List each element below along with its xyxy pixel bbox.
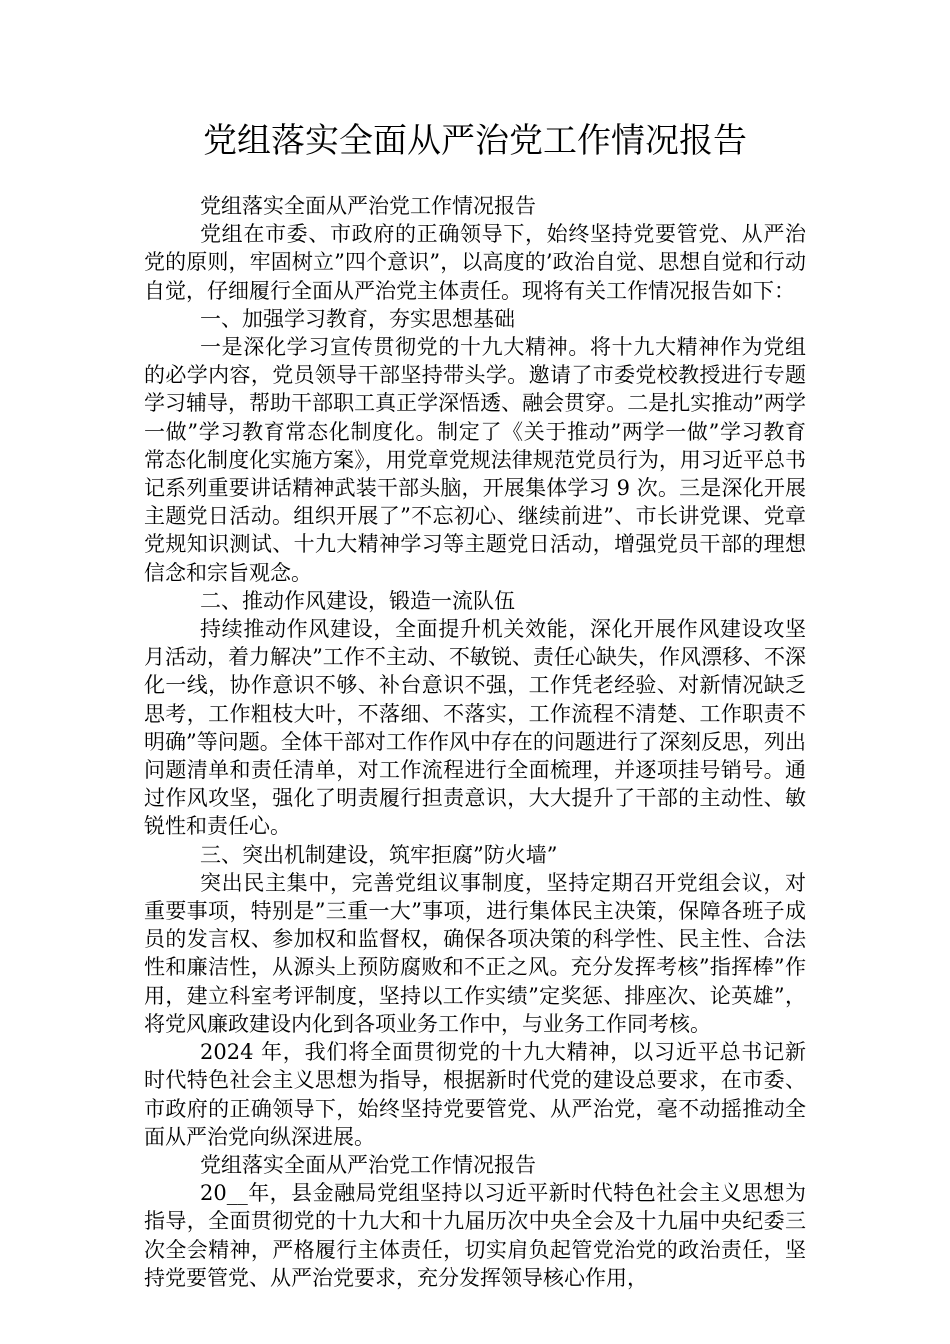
paragraph-second-report: 20__年，县金融局党组坚持以习近平新时代特色社会主义思想为指导，全面贯彻党的十九大和十九届历次中央全会及十九届中央纪委三次全会精神，严格履行主体责任，切实肩负起管党治党的政治责任，坚持党要管党、从严治党要求，充分发挥领导核心作用， bbox=[144, 1181, 806, 1290]
paragraph-section-1: 一是深化学习宣传贯彻党的十九大精神。将十九大精神作为党组的必学内容，党员领导干部坚持带头学。邀请了市委党校教授进行专题学习辅导，帮助干部职工真正学深悟透、融会贯穿。二是扎实推动”两学一做”学习教育常态化制度化。制定了《关于推动”两学一做”学习教育常态化制度化实施方案》，用党章党规法律规范党员行为，用习近平总书记系列重要讲话精神武装干部头脑，开展集体学习 9 次。三是深化开展主题党日活动。组织开展了”不忘初心、继续前进”、市长讲党课、党章党规知识测试、十九大精神学习等主题党日活动，增强党员干部的理想信念和宗旨观念。 bbox=[144, 335, 806, 585]
document-title: 党组落实全面从严治党工作情况报告 bbox=[203, 121, 747, 161]
section-heading-2: 二、推动作风建设，锻造一流队伍 bbox=[200, 588, 515, 613]
paragraph-intro: 党组在市委、市政府的正确领导下，始终坚持党要管党、从严治党的原则，牢固树立”四个意识”，以高度的’政治自觉、思想自觉和行动自觉，仔细履行全面从严治党主体责任。现将有关工作情况报告如下： bbox=[144, 222, 806, 303]
paragraph-section-2: 持续推动作风建设，全面提升机关效能，深化开展作风建设攻坚月活动，着力解决”工作不主动、不敏锐、责任心缺失，作风漂移、不深化一线，协作意识不够、补台意识不强，工作凭老经验、对新情况缺乏思考，工作粗枝大叶，不落细、不落实，工作流程不清楚、工作职责不明确”等问题。全体干部对工作作风中存在的问题进行了深刻反思，列出问题清单和责任清单，对工作流程进行全面梳理，并逐项挂号销号。通过作风攻坚，强化了明责履行担责意识，大大提升了干部的主动性、敏锐性和责任心。 bbox=[144, 617, 806, 839]
second-report-title: 党组落实全面从严治党工作情况报告 bbox=[200, 1152, 536, 1177]
paragraph-conclusion: 2024 年，我们将全面贯彻党的十九大精神，以习近平总书记新时代特色社会主义思想为指导，根据新时代党的建设总要求，在市委、市政府的正确领导下，始终坚持党要管党、从严治党，毫不动摇推动全面从严治党向纵深进展。 bbox=[144, 1040, 806, 1149]
paragraph-repeated-title: 党组落实全面从严治党工作情况报告 bbox=[200, 194, 536, 218]
paragraph-section-3: 突出民主集中，完善党组议事制度，坚持定期召开党组会议，对重要事项，特别是”三重一大”事项，进行集体民主决策，保障各班子成员的发言权、参加权和监督权，确保各项决策的科学性、民主性、合法性和廉洁性，从源头上预防腐败和不正之风。充分发挥考核”指挥棒”作用，建立科室考评制度，坚持以工作实绩”定奖惩、排座次、论英雄”，将党风廉政建设内化到各项业务工作中，与业务工作同考核。 bbox=[144, 870, 806, 1036]
document-page bbox=[144, 118, 806, 1292]
section-heading-1: 一、加强学习教育，夯实思想基础 bbox=[200, 306, 515, 331]
section-heading-3: 三、突出机制建设，筑牢拒腐”防火墙” bbox=[200, 842, 558, 867]
